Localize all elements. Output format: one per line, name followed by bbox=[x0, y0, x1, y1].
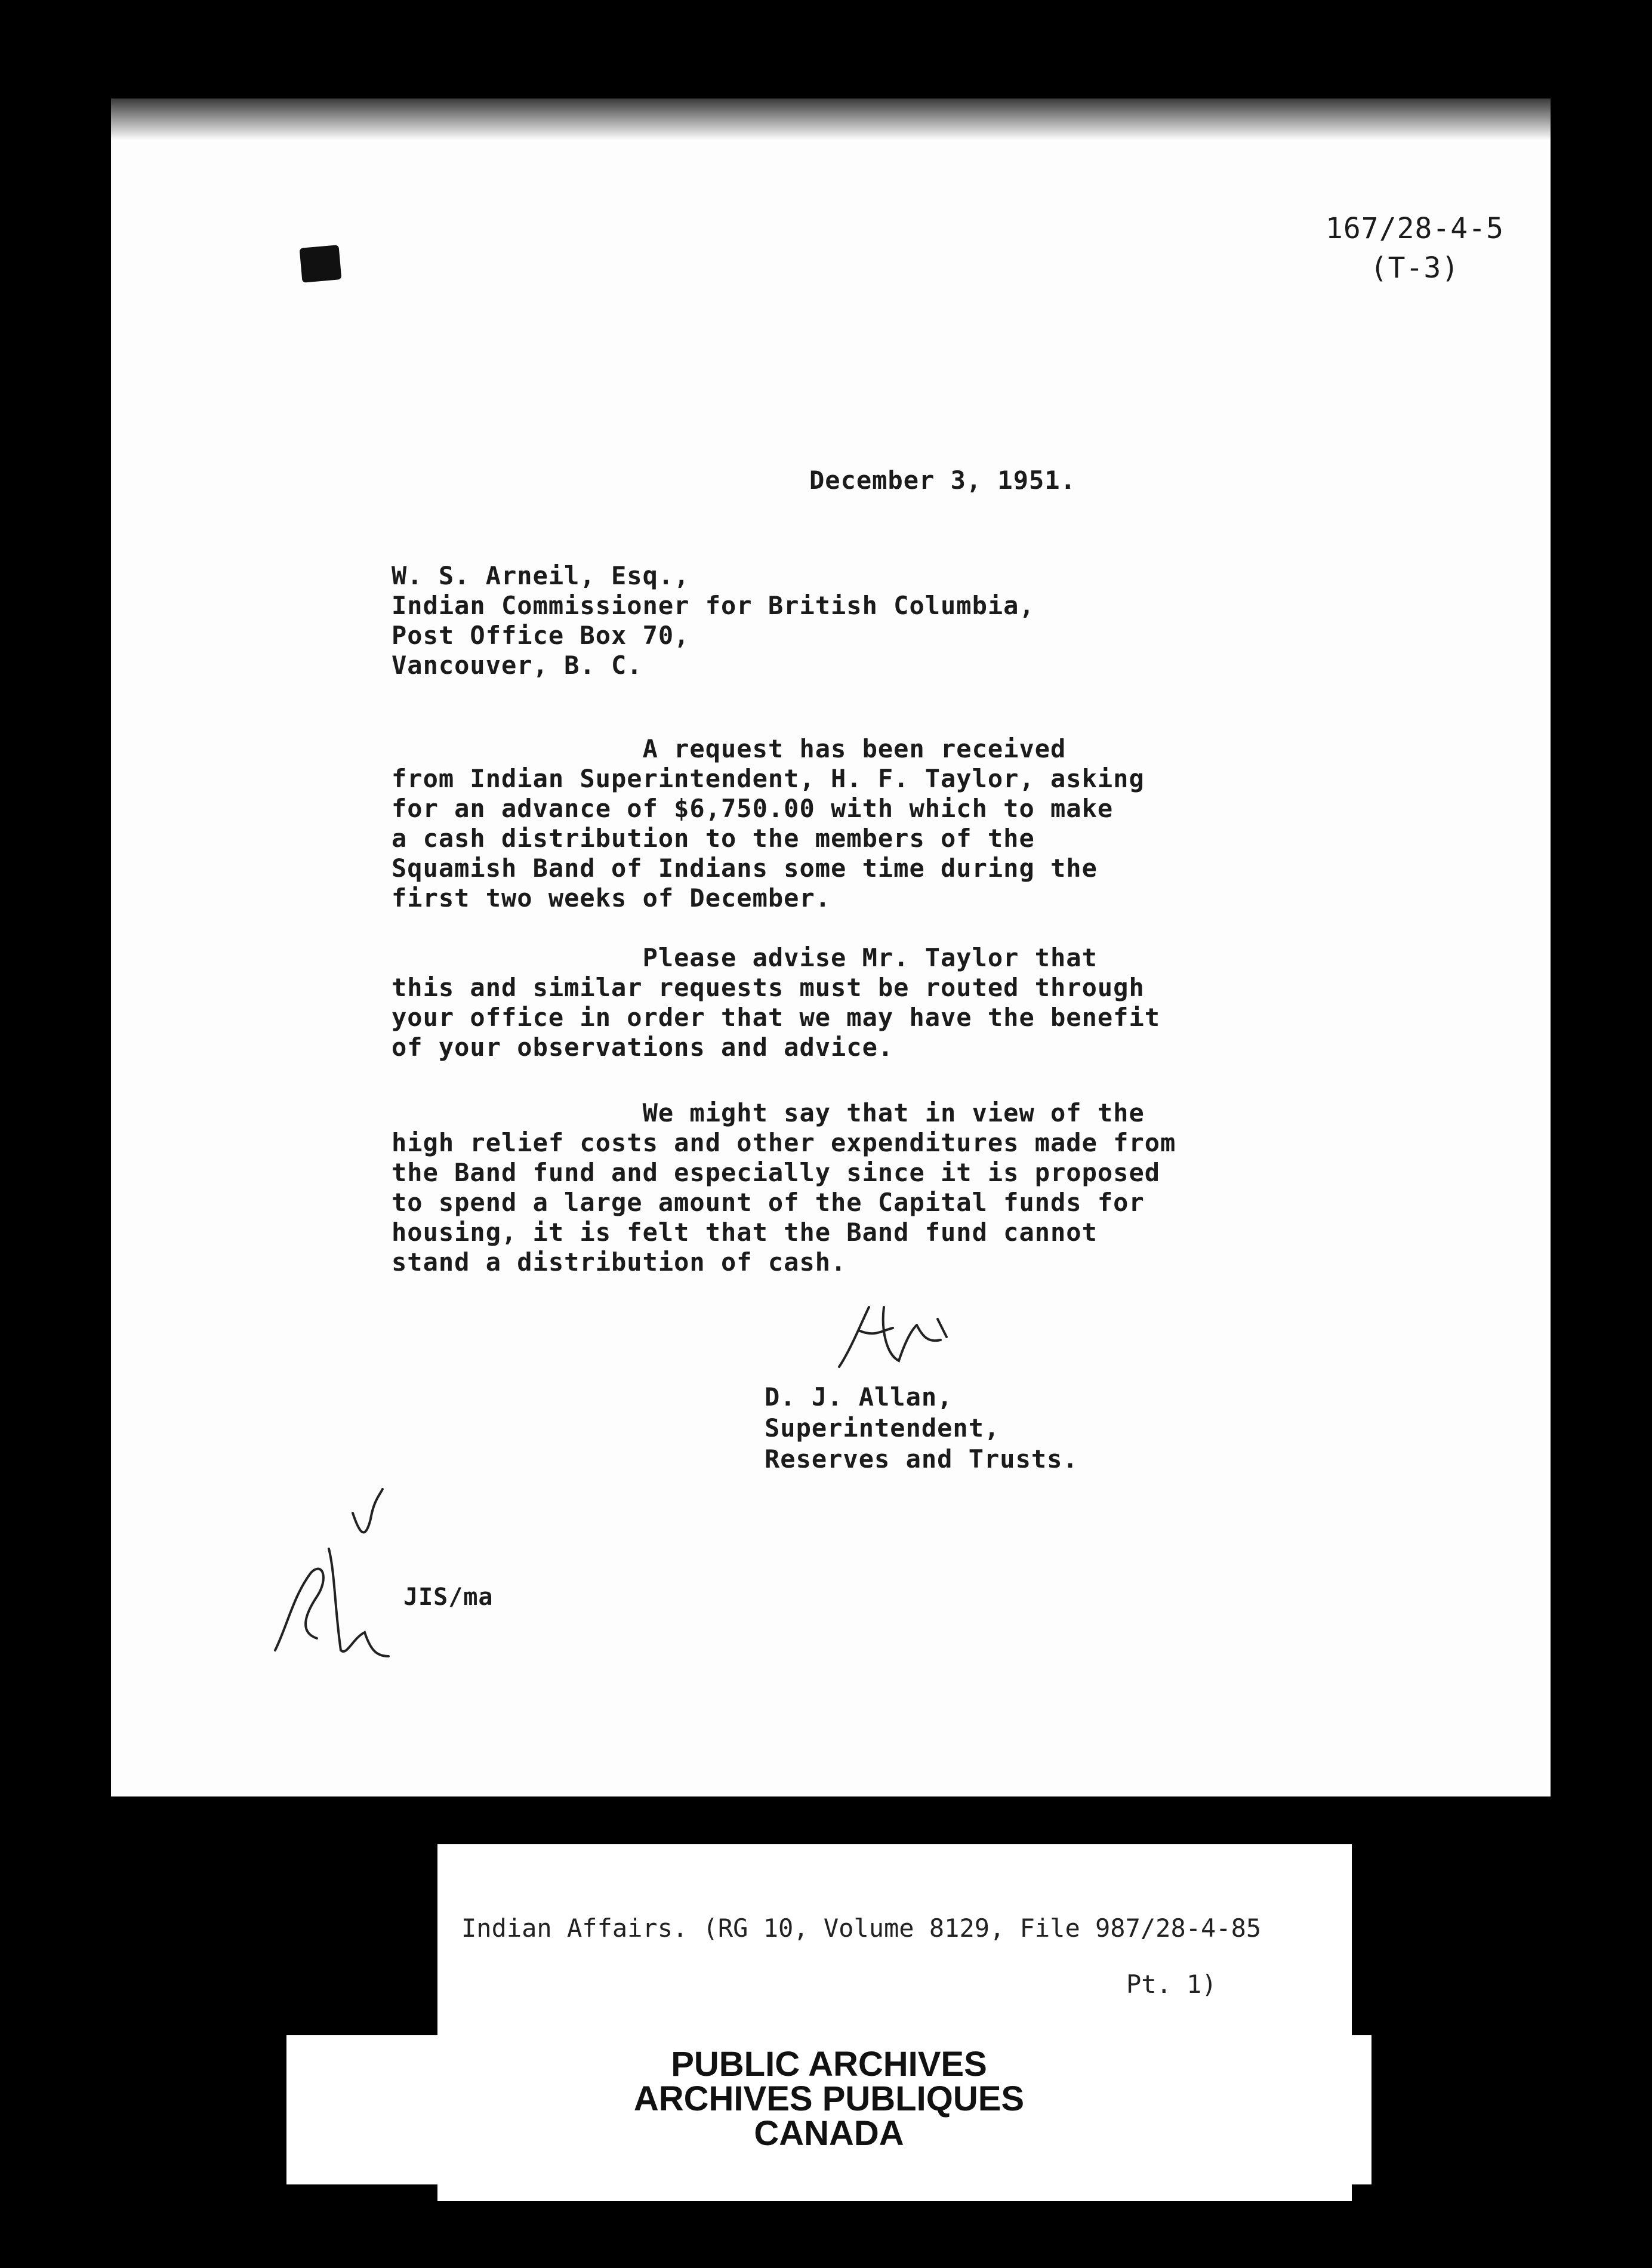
file-reference bbox=[1326, 209, 1504, 288]
punch-hole-mark bbox=[300, 245, 342, 283]
body-paragraph: We might say that in view of the high relief costs and other expenditures made from the Band fund and especially since it is proposed to spend a large amount of the Capital funds for housing, it is felt that the Band fund cannot stand a distribution of cash. bbox=[392, 1098, 1176, 1277]
stamp-line-english: PUBLIC ARCHIVES bbox=[671, 2045, 987, 2084]
archives-stamp bbox=[286, 2035, 1371, 2184]
signatory-line: D. J. Allan, bbox=[765, 1382, 953, 1412]
recipient-line: Post Office Box 70, bbox=[392, 621, 690, 650]
file-ref-code: (T-3) bbox=[1370, 251, 1460, 285]
handwritten-initials bbox=[263, 1477, 430, 1674]
recipient-line: Indian Commissioner for British Columbia, bbox=[392, 591, 1035, 620]
recipient-line: Vancouver, B. C. bbox=[392, 651, 643, 680]
file-ref-number: 167/28-4-5 bbox=[1326, 212, 1504, 245]
letter-date: December 3, 1951. bbox=[809, 466, 1076, 495]
stamp-line-country: CANADA bbox=[754, 2114, 904, 2153]
body-paragraph: Please advise Mr. Taylor that this and similar requests must be routed through your office in order that we may have the benefit of your observations and advice. bbox=[392, 943, 1161, 1062]
stamp-line-french: ARCHIVES PUBLIQUES bbox=[633, 2079, 1025, 2118]
body-paragraph: A request has been received from Indian Superintendent, H. F. Taylor, asking for an advance of $6,750.00 with which to make a cash distribution to the members of the Squamish Band of Indians some time during the first two weeks of December. bbox=[392, 734, 1145, 913]
handwritten-signature bbox=[827, 1295, 964, 1379]
signatory-line: Reserves and Trusts. bbox=[765, 1444, 1078, 1474]
typist-initials: JIS/ma bbox=[403, 1583, 494, 1611]
letter-page bbox=[111, 98, 1551, 1796]
scan-shadow bbox=[111, 98, 1551, 140]
signatory-line: Superintendent, bbox=[765, 1413, 1000, 1443]
recipient-address bbox=[392, 561, 1035, 680]
archive-reference-part: Pt. 1) bbox=[1126, 1970, 1217, 1999]
archive-reference-line: Indian Affairs. (RG 10, Volume 8129, File 987/28-4-85 bbox=[461, 1913, 1262, 1943]
recipient-line: W. S. Arneil, Esq., bbox=[392, 561, 690, 590]
signature-block bbox=[765, 1382, 1078, 1475]
